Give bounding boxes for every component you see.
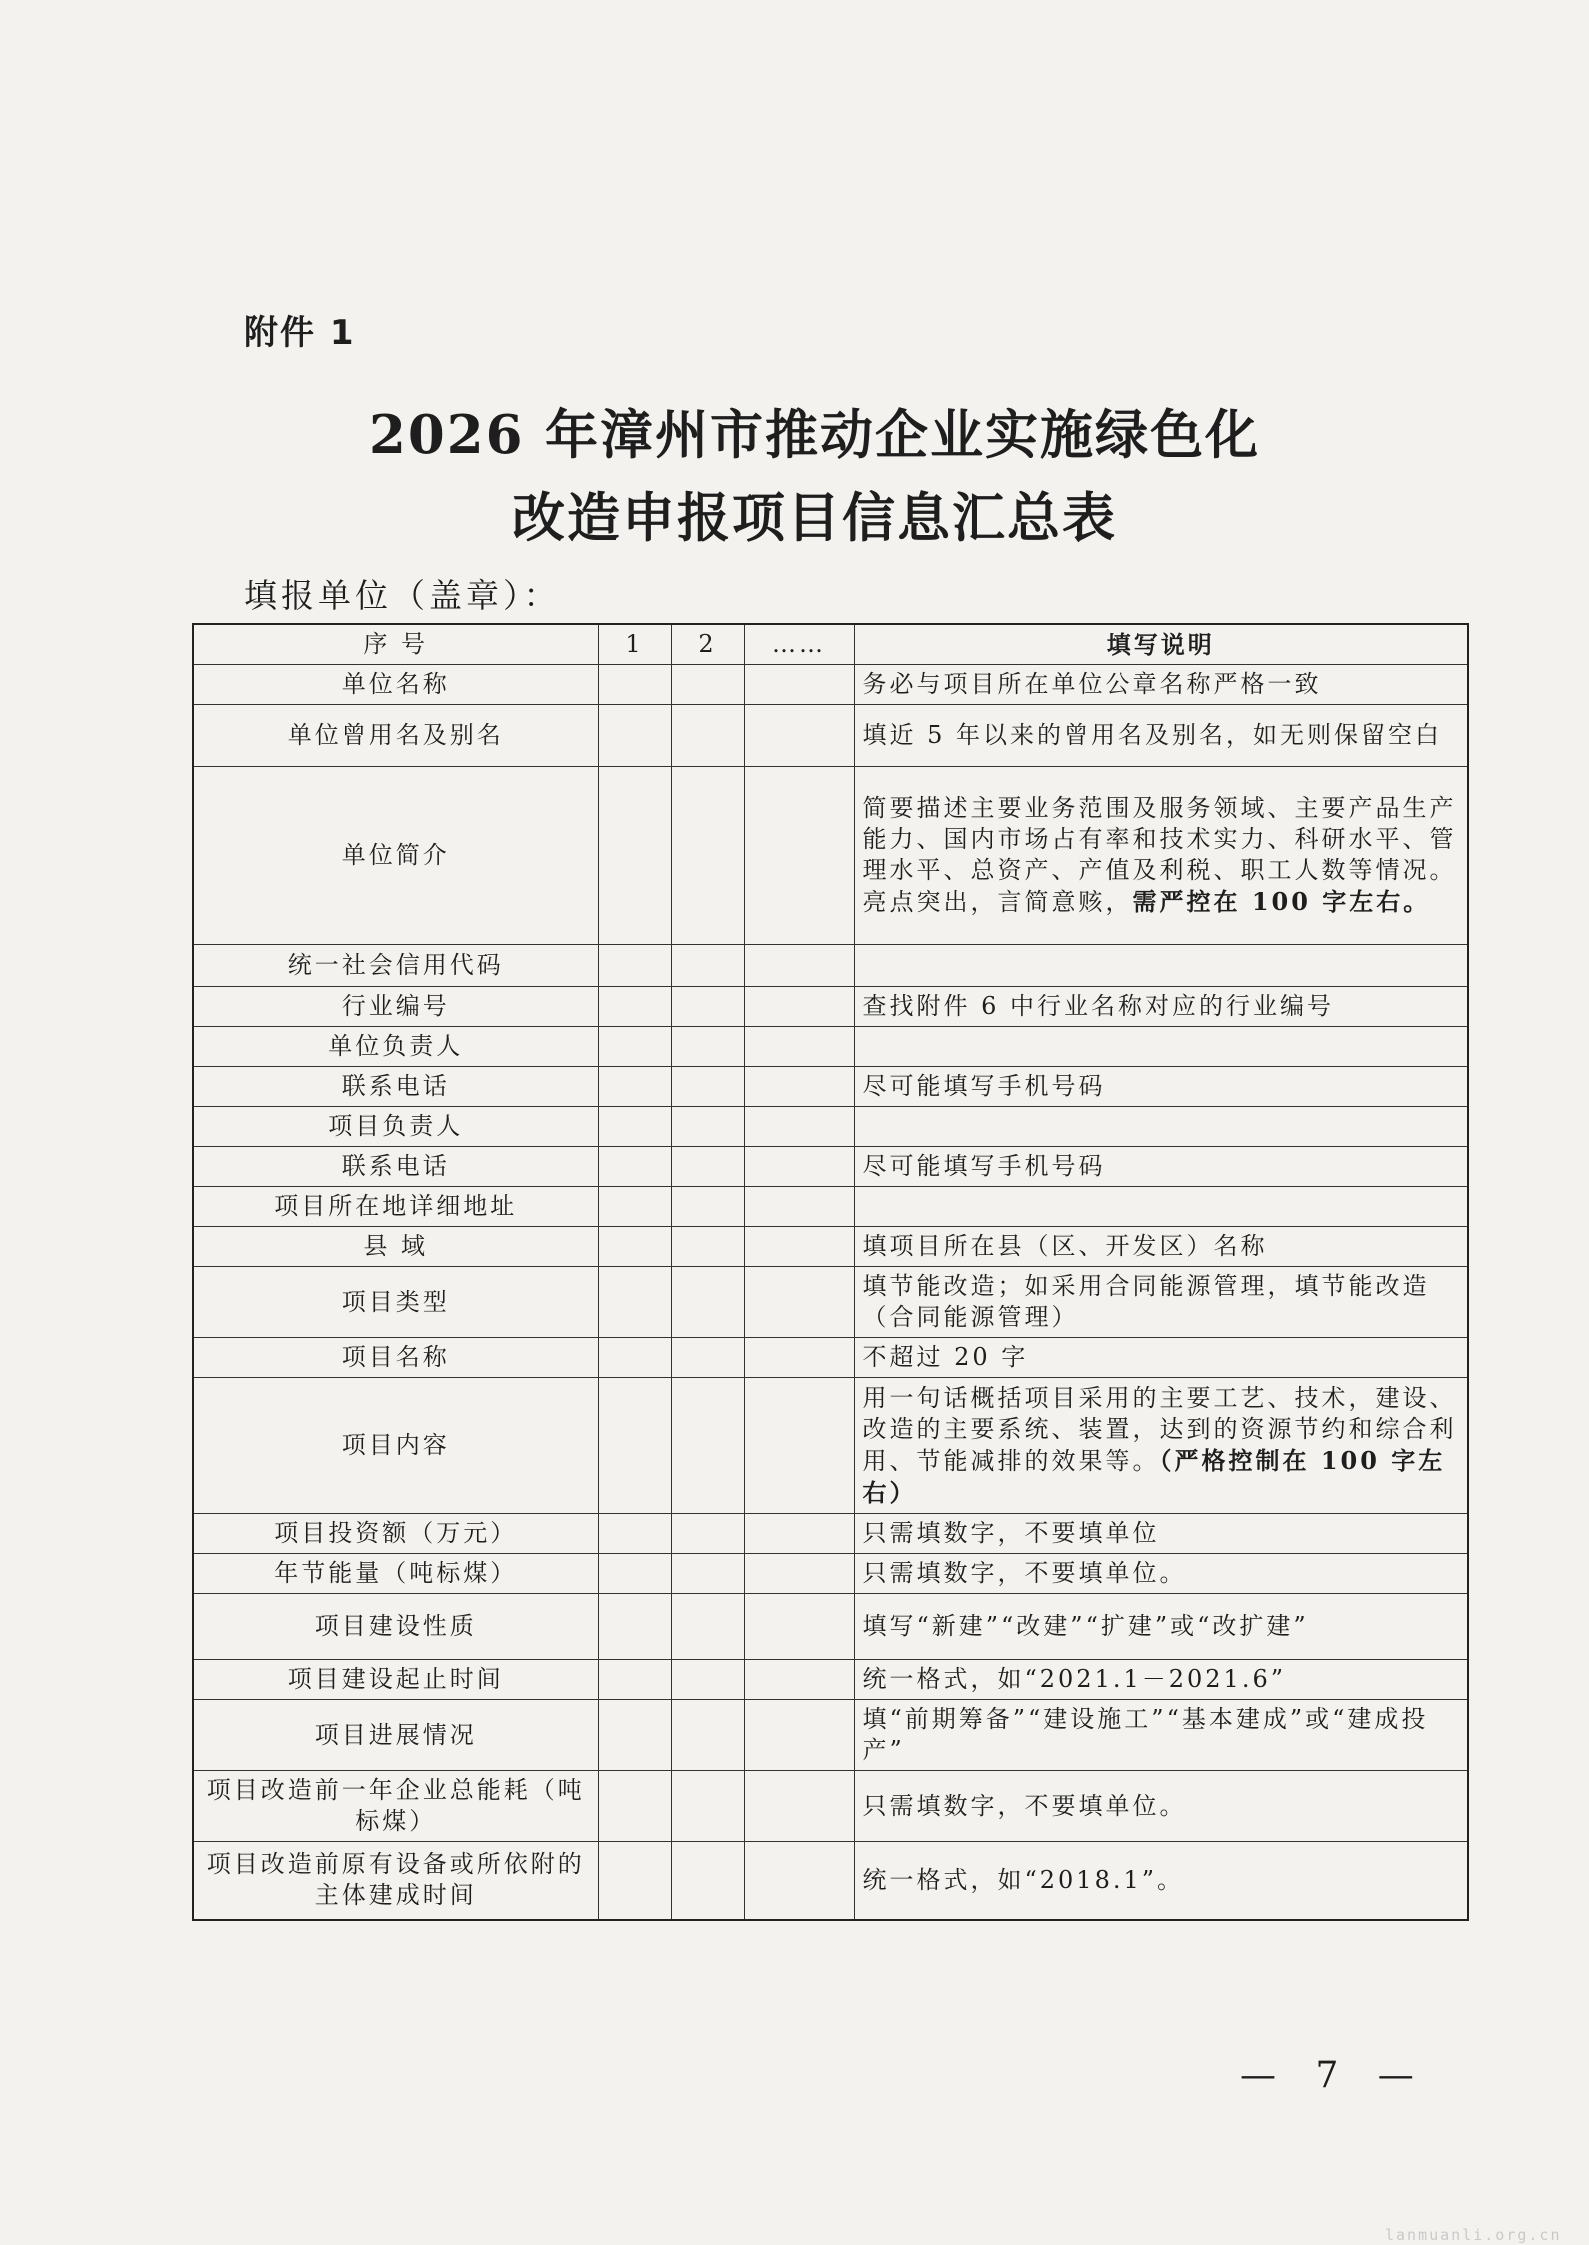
page-number: — 7 — bbox=[1240, 2055, 1428, 2096]
entry-cell-2[interactable] bbox=[671, 1594, 744, 1660]
entry-cell-2[interactable] bbox=[671, 705, 744, 767]
entry-cell-1[interactable] bbox=[598, 1514, 671, 1554]
entry-cell-1[interactable] bbox=[598, 1594, 671, 1660]
row-note-text: 只需填数字，不要填单位。 bbox=[862, 1791, 1187, 1820]
entry-cell-1[interactable] bbox=[598, 945, 671, 987]
row-note bbox=[854, 1067, 1468, 1107]
entry-cell-2[interactable] bbox=[671, 1227, 744, 1267]
entry-cell-2[interactable] bbox=[671, 1700, 744, 1771]
header-seq: 序 号 bbox=[193, 624, 598, 665]
entry-cell-2[interactable] bbox=[671, 1267, 744, 1338]
row-note-text: 用一句话概括项目采用的主要工艺、技术，建设、改造的主要系统、装置，达到的资源节约和综合利用、节能减排的效果等。 bbox=[862, 1383, 1457, 1475]
row-label: 项目名称 bbox=[193, 1338, 598, 1378]
row-note bbox=[854, 1107, 1468, 1147]
title-line-2: 改造申报项目信息汇总表 bbox=[512, 487, 1117, 549]
entry-cell-2[interactable] bbox=[671, 1378, 744, 1514]
row-note bbox=[854, 1267, 1468, 1338]
header-col-2: 2 bbox=[671, 624, 744, 665]
table-row bbox=[193, 987, 1468, 1027]
entry-cell-3[interactable] bbox=[744, 1771, 854, 1842]
entry-cell-2[interactable] bbox=[671, 665, 744, 705]
entry-cell-1[interactable] bbox=[598, 1107, 671, 1147]
row-note bbox=[854, 987, 1468, 1027]
table-row bbox=[193, 1594, 1468, 1660]
entry-cell-1[interactable] bbox=[598, 1187, 671, 1227]
table-row bbox=[193, 1227, 1468, 1267]
table-row bbox=[193, 1554, 1468, 1594]
row-note-emphasis: 需严控在 100 字左右。 bbox=[1132, 887, 1431, 916]
table-row bbox=[193, 1187, 1468, 1227]
entry-cell-1[interactable] bbox=[598, 705, 671, 767]
row-label: 项目投资额（万元） bbox=[193, 1514, 598, 1554]
attachment-label: 附件 1 bbox=[244, 313, 356, 353]
header-col-more: …… bbox=[744, 624, 854, 665]
row-note bbox=[854, 945, 1468, 987]
entry-cell-1[interactable] bbox=[598, 1554, 671, 1594]
row-label: 单位名称 bbox=[193, 665, 598, 705]
entry-cell-3[interactable] bbox=[744, 1338, 854, 1378]
header-note: 填写说明 bbox=[854, 624, 1468, 665]
entry-cell-1[interactable] bbox=[598, 1338, 671, 1378]
entry-cell-3[interactable] bbox=[744, 1067, 854, 1107]
entry-cell-2[interactable] bbox=[671, 1842, 744, 1920]
watermark: lanmuanli.org.cn bbox=[1385, 2226, 1562, 2244]
row-note bbox=[854, 1594, 1468, 1660]
row-note-text: 尽可能填写手机号码 bbox=[862, 1072, 1106, 1100]
row-note-text: 填写“新建”“改建”“扩建”或“改扩建” bbox=[862, 1612, 1309, 1640]
row-note-text: 统一格式，如“2021.1－2021.6” bbox=[862, 1665, 1286, 1693]
header-col-1: 1 bbox=[598, 624, 671, 665]
table-row bbox=[193, 1027, 1468, 1067]
entry-cell-2[interactable] bbox=[671, 1514, 744, 1554]
entry-cell-2[interactable] bbox=[671, 1338, 744, 1378]
entry-cell-3[interactable] bbox=[744, 1378, 854, 1514]
row-note bbox=[854, 705, 1468, 767]
entry-cell-3[interactable] bbox=[744, 945, 854, 987]
row-note-text: 只需填数字，不要填单位。 bbox=[862, 1559, 1187, 1587]
entry-cell-2[interactable] bbox=[671, 767, 744, 945]
row-note bbox=[854, 1554, 1468, 1594]
entry-cell-3[interactable] bbox=[744, 705, 854, 767]
row-note bbox=[854, 1842, 1468, 1920]
entry-cell-2[interactable] bbox=[671, 1107, 744, 1147]
entry-cell-3[interactable] bbox=[744, 1842, 854, 1920]
row-note bbox=[854, 1147, 1468, 1187]
row-label: 县 域 bbox=[193, 1227, 598, 1267]
row-note bbox=[854, 1771, 1468, 1842]
table-row bbox=[193, 1842, 1468, 1920]
entry-cell-1[interactable] bbox=[598, 1660, 671, 1700]
entry-cell-3[interactable] bbox=[744, 1514, 854, 1554]
row-label: 项目建设起止时间 bbox=[193, 1660, 598, 1700]
fill-unit-label: 填报单位（盖章）： bbox=[244, 576, 561, 615]
table-row bbox=[193, 1067, 1468, 1107]
row-note-text: 不超过 20 字 bbox=[862, 1343, 1029, 1371]
table-row bbox=[193, 1700, 1468, 1771]
entry-cell-3[interactable] bbox=[744, 1187, 854, 1227]
entry-cell-3[interactable] bbox=[744, 1700, 854, 1771]
entry-cell-1[interactable] bbox=[598, 1067, 671, 1107]
entry-cell-3[interactable] bbox=[744, 767, 854, 945]
row-label: 项目建设性质 bbox=[193, 1594, 598, 1660]
entry-cell-3[interactable] bbox=[744, 1027, 854, 1067]
table-row bbox=[193, 1771, 1468, 1842]
table-row bbox=[193, 1267, 1468, 1338]
entry-cell-1[interactable] bbox=[598, 987, 671, 1027]
entry-cell-1[interactable] bbox=[598, 1267, 671, 1338]
entry-cell-3[interactable] bbox=[744, 1267, 854, 1338]
entry-cell-3[interactable] bbox=[744, 665, 854, 705]
entry-cell-1[interactable] bbox=[598, 1227, 671, 1267]
table-row bbox=[193, 1107, 1468, 1147]
row-note-text: 填“前期筹备”“建设施工”“基本建成”或“建成投产” bbox=[862, 1705, 1429, 1764]
table-header-row bbox=[193, 624, 1468, 665]
row-note-text: 填节能改造；如采用合同能源管理，填节能改造（合同能源管理） bbox=[862, 1272, 1430, 1331]
entry-cell-1[interactable] bbox=[598, 1027, 671, 1067]
row-note bbox=[854, 1187, 1468, 1227]
entry-cell-2[interactable] bbox=[671, 1771, 744, 1842]
row-label: 单位简介 bbox=[193, 767, 598, 945]
entry-cell-1[interactable] bbox=[598, 665, 671, 705]
row-note bbox=[854, 1227, 1468, 1267]
row-label: 项目改造前一年企业总能耗（吨标煤） bbox=[193, 1771, 598, 1842]
row-label: 项目所在地详细地址 bbox=[193, 1187, 598, 1227]
entry-cell-1[interactable] bbox=[598, 767, 671, 945]
table-row bbox=[193, 705, 1468, 767]
entry-cell-2[interactable] bbox=[671, 1067, 744, 1107]
table-row bbox=[193, 945, 1468, 987]
row-note bbox=[854, 1660, 1468, 1700]
row-note-text: 尽可能填写手机号码 bbox=[862, 1152, 1106, 1180]
row-label: 项目负责人 bbox=[193, 1107, 598, 1147]
row-note-text: 填近 5 年以来的曾用名及别名，如无则保留空白 bbox=[862, 721, 1443, 749]
project-info-table bbox=[192, 623, 1469, 1921]
table-row bbox=[193, 767, 1468, 945]
row-note bbox=[854, 1378, 1468, 1514]
row-label: 年节能量（吨标煤） bbox=[193, 1554, 598, 1594]
row-label: 项目类型 bbox=[193, 1267, 598, 1338]
entry-cell-2[interactable] bbox=[671, 1027, 744, 1067]
entry-cell-3[interactable] bbox=[744, 1107, 854, 1147]
row-label: 项目改造前原有设备或所依附的主体建成时间 bbox=[193, 1842, 598, 1920]
row-label: 行业编号 bbox=[193, 987, 598, 1027]
entry-cell-2[interactable] bbox=[671, 987, 744, 1027]
table-row bbox=[193, 1338, 1468, 1378]
row-label: 统一社会信用代码 bbox=[193, 945, 598, 987]
entry-cell-2[interactable] bbox=[671, 1147, 744, 1187]
table-row bbox=[193, 1514, 1468, 1554]
row-label: 项目进展情况 bbox=[193, 1700, 598, 1771]
row-note bbox=[854, 1338, 1468, 1378]
entry-cell-2[interactable] bbox=[671, 945, 744, 987]
entry-cell-3[interactable] bbox=[744, 1554, 854, 1594]
row-label: 单位曾用名及别名 bbox=[193, 705, 598, 767]
entry-cell-3[interactable] bbox=[744, 1147, 854, 1187]
row-note bbox=[854, 665, 1468, 705]
table-row bbox=[193, 1147, 1468, 1187]
row-label: 项目内容 bbox=[193, 1378, 598, 1514]
row-note-text: 填项目所在县（区、开发区）名称 bbox=[862, 1232, 1268, 1260]
row-note-text: 简要描述主要业务范围及服务领域、主要产品生产能力、国内市场占有率和技术实力、科研水平、管理水平、总资产、产值及利税、职工人数等情况。亮点突出，言简意赅， bbox=[862, 794, 1457, 916]
entry-cell-3[interactable] bbox=[744, 1660, 854, 1700]
row-label: 联系电话 bbox=[193, 1147, 598, 1187]
row-note-text: 务必与项目所在单位公章名称严格一致 bbox=[862, 670, 1322, 698]
entry-cell-3[interactable] bbox=[744, 1227, 854, 1267]
row-note bbox=[854, 767, 1468, 945]
entry-cell-1[interactable] bbox=[598, 1771, 671, 1842]
row-note bbox=[854, 1514, 1468, 1554]
table-row bbox=[193, 1378, 1468, 1514]
entry-cell-3[interactable] bbox=[744, 1594, 854, 1660]
row-note-text: 统一格式，如“2018.1”。 bbox=[862, 1865, 1185, 1894]
entry-cell-2[interactable] bbox=[671, 1187, 744, 1227]
row-label: 单位负责人 bbox=[193, 1027, 598, 1067]
title-line-1: 2026 年漳州市推动企业实施绿色化 bbox=[369, 404, 1260, 466]
table-row bbox=[193, 665, 1468, 705]
entry-cell-2[interactable] bbox=[671, 1660, 744, 1700]
row-label: 联系电话 bbox=[193, 1067, 598, 1107]
entry-cell-1[interactable] bbox=[598, 1378, 671, 1514]
entry-cell-1[interactable] bbox=[598, 1700, 671, 1771]
row-note bbox=[854, 1700, 1468, 1771]
row-note bbox=[854, 1027, 1468, 1067]
row-note-emphasis: （严格控制在 100 字左右） bbox=[862, 1445, 1446, 1507]
table-row bbox=[193, 1660, 1468, 1700]
entry-cell-1[interactable] bbox=[598, 1147, 671, 1187]
entry-cell-3[interactable] bbox=[744, 987, 854, 1027]
row-note-text: 只需填数字，不要填单位 bbox=[862, 1519, 1160, 1547]
entry-cell-1[interactable] bbox=[598, 1842, 671, 1920]
row-note-text: 查找附件 6 中行业名称对应的行业编号 bbox=[862, 992, 1335, 1020]
entry-cell-2[interactable] bbox=[671, 1554, 744, 1594]
